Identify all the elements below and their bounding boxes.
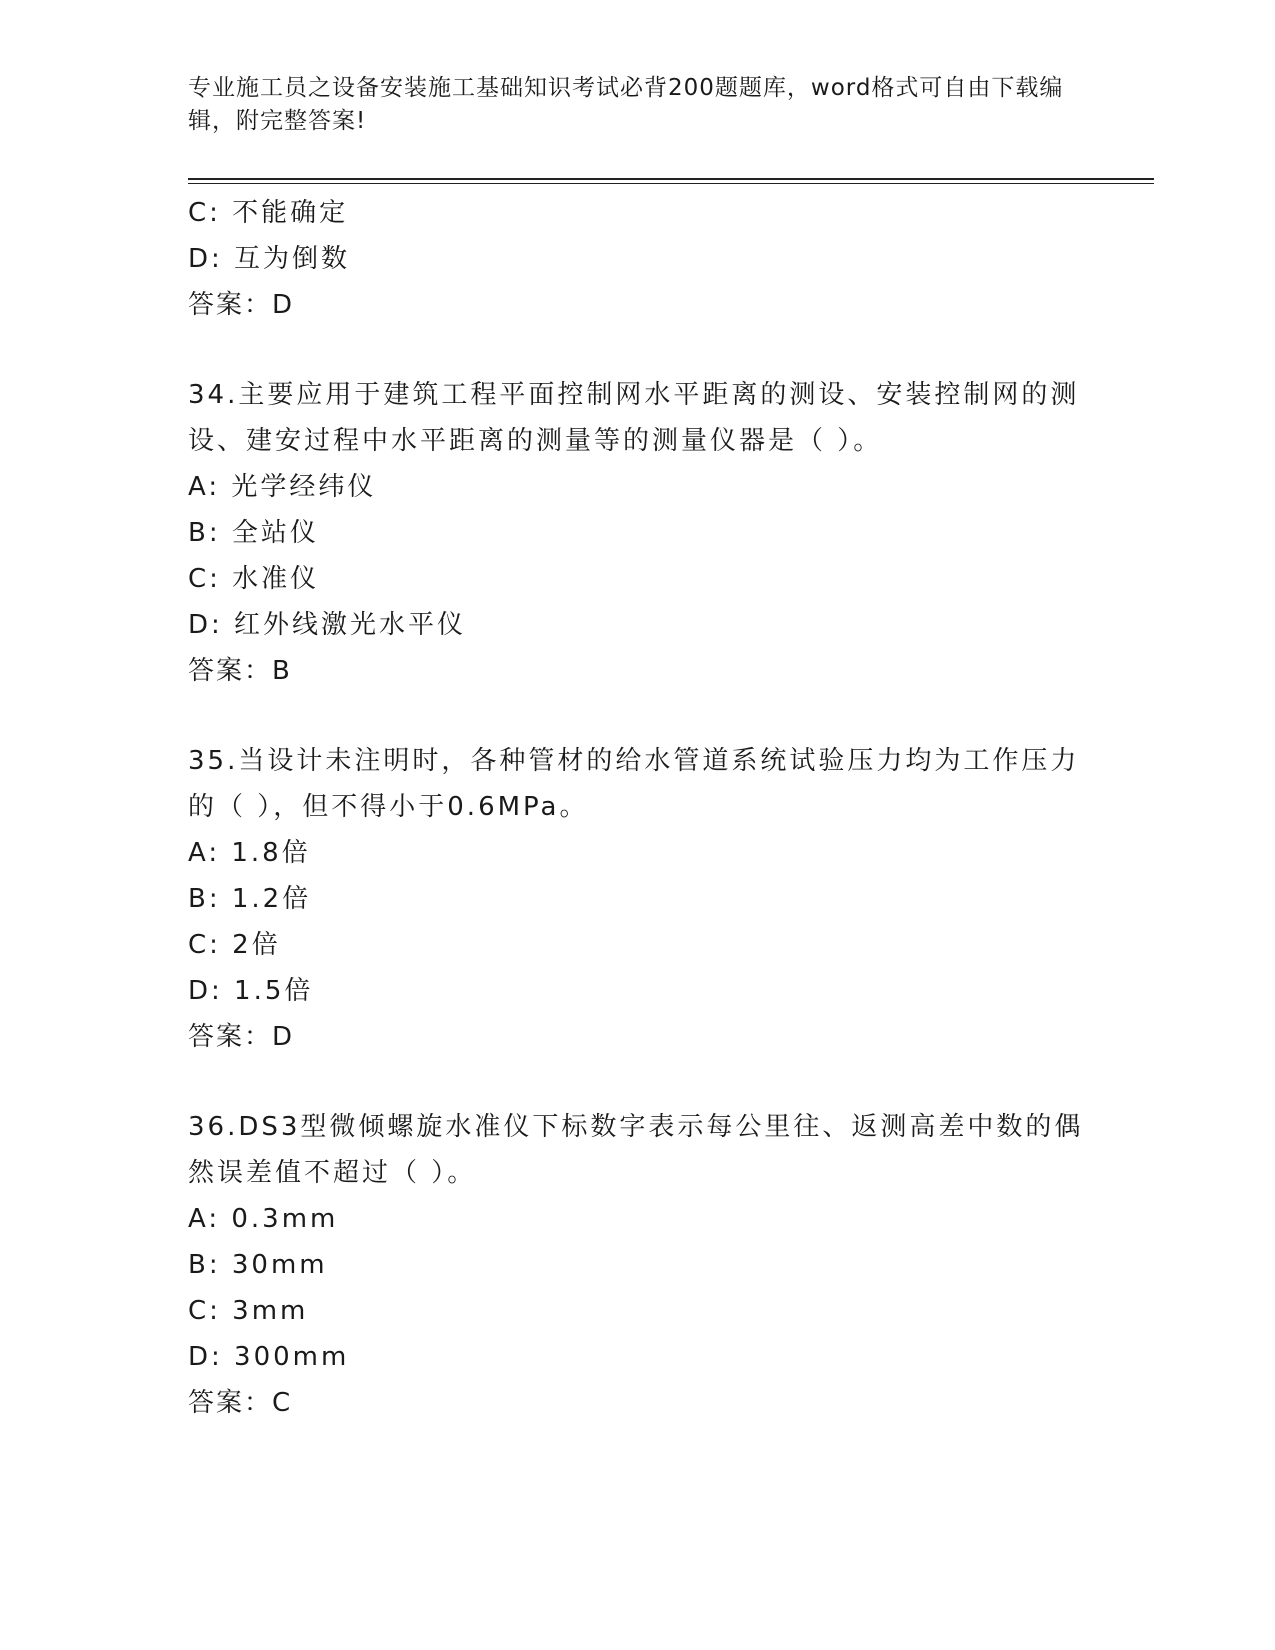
- answer: 答案：B: [188, 656, 292, 686]
- header-rule-thin: [188, 183, 1154, 184]
- answer: 答案：D: [188, 290, 295, 320]
- question-34: [188, 372, 1088, 694]
- spacer: [188, 328, 1088, 372]
- option-b: B: 30mm: [188, 1250, 328, 1280]
- option-c: C: 不能确定: [188, 198, 349, 228]
- option-c: C: 2倍: [188, 930, 281, 960]
- header-rule-thick: [188, 178, 1154, 180]
- option-a: A: 1.8倍: [188, 838, 311, 868]
- question-text: 34.主要应用于建筑工程平面控制网水平距离的测设、安装控制网的测设、建安过程中水平距离的测量等的测量仪器是（ ）。: [188, 380, 1080, 456]
- option-d: D: 300mm: [188, 1342, 350, 1372]
- question-35: [188, 738, 1088, 1060]
- question-text: 35.当设计未注明时，各种管材的给水管道系统试验压力均为工作压力的（ ），但不得小于0.6MPa。: [188, 746, 1080, 822]
- option-d: D: 互为倒数: [188, 244, 351, 274]
- question-text: 36.DS3型微倾螺旋水准仪下标数字表示每公里往、返测高差中数的偶然误差值不超过（ ）。: [188, 1112, 1084, 1188]
- option-a: A: 光学经纬仪: [188, 472, 377, 502]
- header-title: 专业施工员之设备安装施工基础知识考试必背200题题库，word格式可自由下载编辑，附完整答案!: [188, 75, 1064, 134]
- spacer: [188, 1060, 1088, 1104]
- page-header: [188, 72, 1078, 138]
- option-c: C: 3mm: [188, 1296, 309, 1326]
- option-c: C: 水准仪: [188, 564, 320, 594]
- option-b: B: 全站仪: [188, 518, 319, 548]
- option-a: A: 0.3mm: [188, 1204, 339, 1234]
- spacer: [188, 694, 1088, 738]
- option-d: D: 红外线激光水平仪: [188, 610, 467, 640]
- question-33-continued: [188, 190, 1088, 328]
- document-body: [188, 190, 1088, 1426]
- answer: 答案：D: [188, 1022, 295, 1052]
- question-36: [188, 1104, 1088, 1426]
- answer: 答案：C: [188, 1388, 293, 1418]
- option-d: D: 1.5倍: [188, 976, 314, 1006]
- option-b: B: 1.2倍: [188, 884, 312, 914]
